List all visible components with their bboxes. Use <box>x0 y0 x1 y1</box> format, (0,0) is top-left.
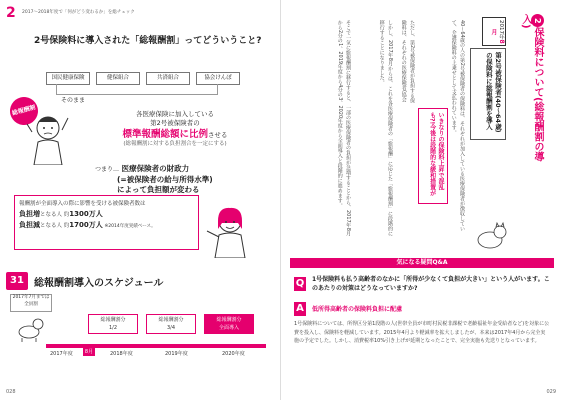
page-number-right: 029 <box>546 389 556 395</box>
cat-icon <box>470 220 510 250</box>
insurer-box: 国民健康保険 <box>46 72 90 85</box>
note-decrease-mid: となる人 約 <box>40 222 70 229</box>
tsumari-line3: によって負担額が変わる <box>117 185 200 194</box>
timeline-step <box>88 314 138 334</box>
tsumari-line2: (=被保険者の給与所得水準) <box>117 174 213 184</box>
tsumari-prefix: つまり… <box>95 166 120 173</box>
running-head: 2017～2018年度で「何がどう変わるか」を総チェック <box>22 10 135 15</box>
timeline-bar <box>46 344 266 348</box>
section-title-text: 保険料について(総報酬割の導入) <box>520 14 543 162</box>
calendar-icon: 31 <box>6 272 28 290</box>
page-number-left: 028 <box>6 389 16 395</box>
sou-houshuu-badge: 総報酬割 <box>7 94 41 128</box>
section-number: 2 <box>531 14 544 27</box>
center-line1: 各医療保険に加入している <box>136 110 214 118</box>
note-decrease-label: 負担減 <box>19 220 40 229</box>
center-note: (総報酬割に対する負担割合を一定にする) <box>123 141 227 148</box>
step-label: 総報酬割分 <box>100 317 126 323</box>
tsumari-line1: 医療保険者の財政力 <box>121 164 190 173</box>
answer-heading: 低所得高齢者の保険料負担に配慮 <box>312 306 403 313</box>
tsumari-block <box>95 164 213 196</box>
schedule-title: 総報酬割導入のスケジュール <box>34 278 164 289</box>
note-footnote: ※2014年度実績ベース。 <box>104 223 156 229</box>
center-line2: 第2号被保険者の <box>150 119 200 128</box>
timeline-month-marker: 8月 <box>84 349 94 355</box>
step-value: 1/2 <box>108 324 118 331</box>
center-suffix: させる <box>208 131 228 140</box>
note-increase-label: 負担増 <box>19 209 40 218</box>
step-label: 総報酬割分 <box>158 317 184 323</box>
date-month: 8月 <box>489 28 505 44</box>
section-title <box>508 14 544 162</box>
timeline-year: 2017年度 <box>50 351 73 357</box>
q-icon: Q <box>295 278 305 289</box>
body-column: ただし、第2号被保険者が負担する保険料は、それぞれの医療保険者(協会 <box>400 20 415 104</box>
schedule-timeline <box>10 292 275 367</box>
question-title: 2号保険料に導入された「総報酬割」ってどういうこと? <box>34 36 262 46</box>
center-explanation <box>95 110 255 149</box>
answer-body: 1号保険料については、所得区分第1段階の人(世帯全員が市町村民税非課税で老齢福祉年金受給者など)を対象に公費を投入し、保険料を軽減しています。2015年4月より軽減率を拡大しましたが、本来は2017年4月から完全実施の予定でした。しかし、消費税率10%引き上げが延期となったことで、完全実施も先送りとなっています。 <box>294 321 550 344</box>
qa-question <box>290 273 554 297</box>
insurer-box: 協会けんぽ <box>196 72 240 85</box>
headline-box: 第2号被保険者(40〜64歳)の保険料に総報酬割を導入 <box>470 48 506 140</box>
center-emphasis: 標準報酬総額に比例 <box>122 129 208 141</box>
dog-icon <box>14 314 44 342</box>
note-increase-mid: となる人 約 <box>40 211 70 218</box>
bracket-line <box>56 84 218 95</box>
step-value: 全面導入 <box>218 324 239 331</box>
timeline-step <box>204 314 254 334</box>
timeline-step <box>146 314 196 334</box>
sonomama-label: そのまま <box>61 97 86 104</box>
step-label: 総報酬割分 <box>216 317 242 323</box>
insurer-row <box>46 72 246 84</box>
timeline-year: 2018年度 <box>110 351 133 357</box>
body-column: 40〜64歳の人の第2号被保険者の保険料は、それぞれが加入している医療保険者が徴収していて、介護保険料の上乗せとして支払われています。 <box>450 20 465 231</box>
timeline-year: 2020年度 <box>222 351 245 357</box>
chapter-number: 2 <box>6 5 16 21</box>
question-text: 1号保険料も払う高齢者のなかに「所得が少なくて負担が大きい」という人がいます。このあたりの対策はどうなっていますか? <box>312 276 550 292</box>
note-decrease-value: 1700万人 <box>69 220 103 229</box>
timeline-start-box: 2017年7月までは全員割 <box>10 294 52 312</box>
impact-note-box <box>14 195 199 250</box>
note-increase-value: 1300万人 <box>69 209 103 218</box>
callout-box: いきなりの保険料上昇で混乱も?!今後は段階的な緩和措置が <box>418 108 448 204</box>
date-year: 2017年 <box>498 19 504 40</box>
insurer-box: 共済組合 <box>146 72 190 85</box>
step-value: 3/4 <box>166 324 176 331</box>
timeline-year: 2019年度 <box>165 351 188 357</box>
woman-pointing-icon <box>205 203 255 258</box>
confused-man-icon <box>24 110 72 165</box>
note-line1: 報酬割が全面導入の際に影響を受ける被保険者数は <box>19 201 146 207</box>
a-icon: A <box>294 302 306 316</box>
qa-header: 気になる疑問Q&A <box>290 258 554 268</box>
body-column: そこで一気に総報酬割に移行すると、一部の医療保険者の負担が急増することから、2017年8月から2分の1、2019年度から4分の3、2020年度から全面導入と段階的に進めます。 <box>336 20 351 236</box>
body-column: しかし、2017年8月からは、これを各医療保険者の「総報酬」に応じた「総報酬割」に段階的に移行することになりました。 <box>378 20 393 236</box>
date-box <box>482 17 506 46</box>
insurer-box: 健保組合 <box>96 72 140 85</box>
